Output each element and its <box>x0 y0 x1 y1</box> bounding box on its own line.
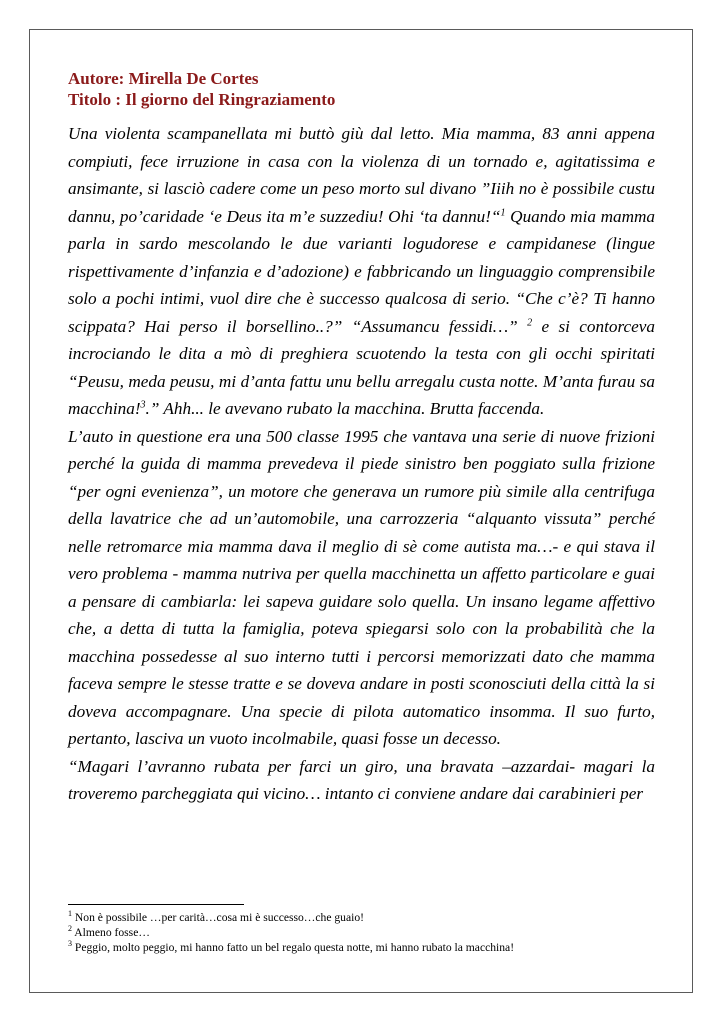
footnote-1 <box>68 910 658 925</box>
paragraph-1-part-b: Quando mia mamma parla in sardo mescolando le due varianti logudorese e campidanese (lingue rispettivamente d’infanzia e d’adozione) e fabbricando un linguaggio comprensibile solo a pochi intimi, vuol dire che è successo qualcosa di serio. “Che c’è? Ti hanno scippata? Hai perso il borsellino..?” “Assumancu fessidi…” <box>68 206 655 336</box>
footnote-text: Peggio, molto peggio, mi hanno fatto un bel regalo questa notte, mi hanno rubato la macchina! <box>72 941 515 954</box>
footnote-ref-3: 3 <box>140 399 146 411</box>
footnote-3 <box>68 940 658 955</box>
footnote-number: 1 <box>68 909 72 919</box>
paragraph-1-part-a: Una violenta scampanellata mi buttò giù dal letto. Mia mamma, 83 anni appena compiuti, fece irruzione in casa con la violenza di un tornado e, agitatissima e ansimante, si lasciò cadere come un peso morto sul divano ”Iiih no è possibile custu dannu, po’caridade ‘e Deus ita m’e suzzediu! Ohi ‘ta dannu!“ <box>68 124 655 226</box>
title-line: Titolo : Il giorno del Ringraziamento <box>68 90 336 109</box>
footnote-2 <box>68 925 658 940</box>
footnote-number: 3 <box>68 939 72 949</box>
footnotes <box>68 910 658 955</box>
footnote-text: Non è possibile …per carità…cosa mi è successo…che guaio! <box>72 911 365 924</box>
document-header <box>68 68 668 110</box>
story-body <box>68 120 655 808</box>
footnote-text: Almeno fosse… <box>72 926 150 939</box>
footnote-separator <box>68 904 244 905</box>
paragraph-2: L’auto in questione era una 500 classe 1995 che vantava una serie di nuove frizioni perché la guida di mamma prevedeva il piede sinistro ben poggiato sulla frizione “per ogni evenienza”, un motore che generava un rumore più simile alla centrifuga della lavatrice che ad un’automobile, una carrozzeria “alquanto vissuta” perché nelle retromarce mia mamma dava il meglio di sè come autista ma…- e qui stava il vero problema - mamma nutriva per quella macchinetta un affetto particolare e guai a pensare di cambiarla: lei sapeva guidare solo quella. Un insano legame affettivo che, a detta di tutta la famiglia, poteva spiegarsi solo con la probabilità che la macchina possedesse al suo interno tutti i percorsi memorizzati dato che mamma faceva sempre le stesse tratte e se doveva andare in posti sconosciuti della città la si doveva accompagnare. Una specie di pilota automatico insomma. Il suo furto, pertanto, lasciva un vuoto incolmabile, quasi fosse un decesso. <box>68 426 655 748</box>
footnote-ref-2: 2 <box>527 316 533 328</box>
footnote-ref-1: 1 <box>500 206 506 218</box>
paragraph-3: “Magari l’avranno rubata per farci un giro, una bravata –azzardai- magari la troveremo parcheggiata qui vicino… intanto ci conviene andare dai carabinieri per <box>68 756 655 803</box>
paragraph-1-part-c: e si contorceva incrociando le dita a mò di preghiera scuotendo la testa con gli occhi spiritati “Peusu, meda peusu, mi d’anta fattu unu bellu arregalu custa notte. M’anta furau sa macchina! <box>68 316 655 418</box>
footnote-number: 2 <box>68 924 72 934</box>
paragraph-1-part-d: .” Ahh... le avevano rubato la macchina. Brutta faccenda. <box>145 399 545 418</box>
paragraph-1 <box>68 120 655 423</box>
author-line: Autore: Mirella De Cortes <box>68 69 259 88</box>
